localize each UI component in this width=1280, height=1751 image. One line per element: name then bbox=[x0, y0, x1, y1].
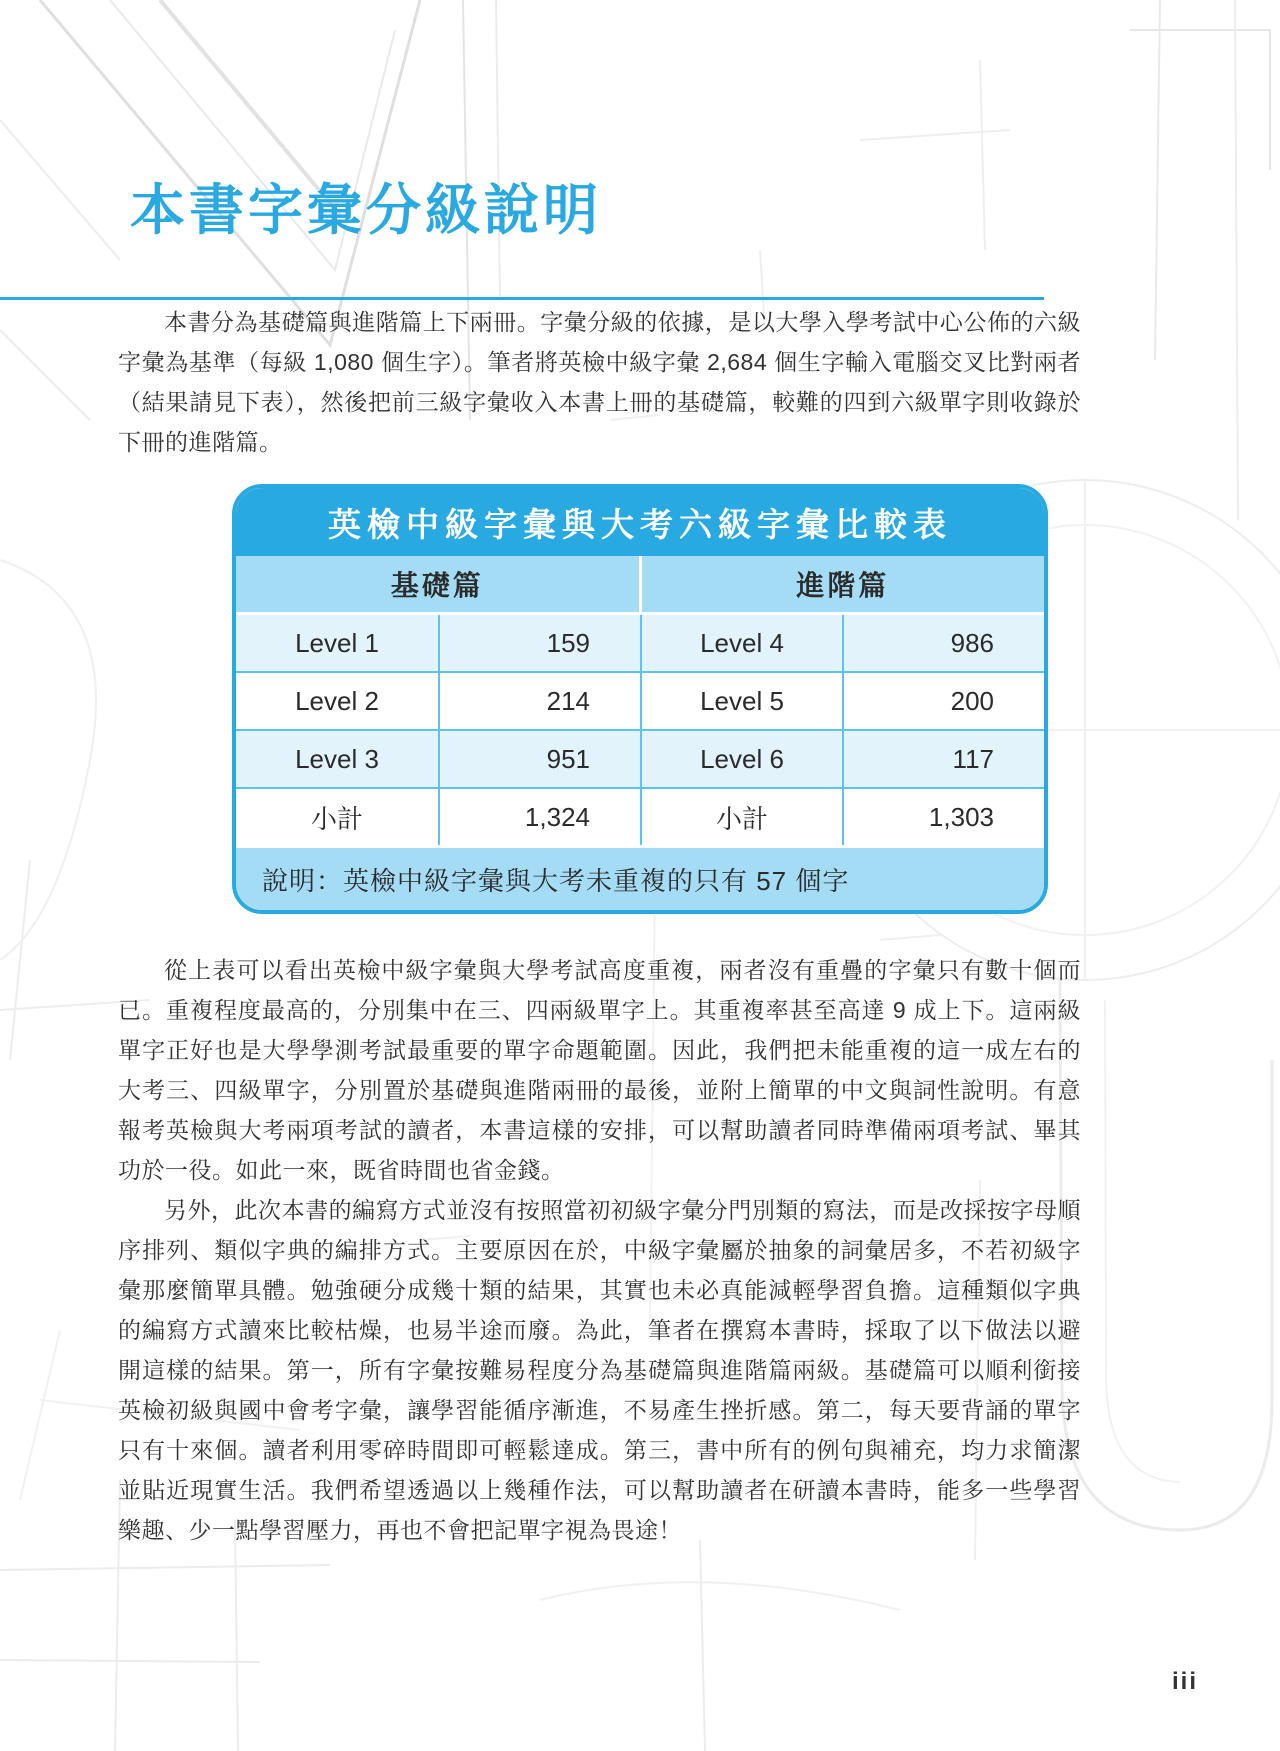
table-note: 說明：英檢中級字彙與大考未重複的只有 57 個字 bbox=[236, 845, 1044, 910]
subtotal-label: 小計 bbox=[640, 789, 842, 845]
subtotal-count: 1,303 bbox=[842, 789, 1044, 845]
level-count: 214 bbox=[438, 673, 640, 729]
title-underline bbox=[0, 297, 1044, 300]
table-column-groups bbox=[236, 556, 1044, 615]
level-label: Level 6 bbox=[640, 731, 842, 787]
subtotal-count: 1,324 bbox=[438, 789, 640, 845]
level-label: Level 3 bbox=[295, 743, 379, 774]
subtotal-label: 小計 bbox=[310, 803, 363, 834]
vocabulary-comparison-table bbox=[232, 484, 1048, 914]
level-label: Level 1 bbox=[295, 627, 379, 658]
level-count: 159 bbox=[438, 615, 640, 671]
paragraph-method: 另外，此次本書的編寫方式並沒有按照當初初級字彙分門別類的寫法，而是改採按字母順序排列、類似字典的編排方式。主要原因在於，中級字彙屬於抽象的詞彙居多，不若初級字彙那麼簡單具體。勉強硬分成幾十類的結果，其實也未必真能減輕學習負擔。這種類似字典的編寫方式讀來比較枯燥，也易半途而廢。為此，筆者在撰寫本書時，採取了以下做法以避開這樣的結果。第一，所有字彙按難易程度分為基礎篇與進階篇兩級。基礎篇可以順利銜接英檢初級與國中會考字彙，讓學習能循序漸進，不易產生挫折感。第二，每天要背誦的單字只有十來個。讀者利用零碎時間即可輕鬆達成。第三，書中所有的例句與補充，均力求簡潔並貼近現實生活。我們希望透過以上幾種作法，可以幫助讀者在研讀本書時，能多一些學習樂趣、少一點學習壓力，再也不會把記單字視為畏途！ bbox=[118, 1197, 1081, 1543]
level-count: 117 bbox=[842, 731, 1044, 787]
level-count: 986 bbox=[842, 615, 1044, 671]
table-row bbox=[236, 671, 1044, 729]
column-group-advanced: 進階篇 bbox=[639, 556, 1045, 612]
level-label: Level 4 bbox=[640, 615, 842, 671]
table-row bbox=[236, 729, 1044, 787]
paragraph-analysis: 從上表可以看出英檢中級字彙與大學考試高度重複，兩者沒有重疊的字彙只有數十個而已。重複程度最高的，分別集中在三、四兩級單字上。其重複率甚至高達 9 成上下。這兩級單字正好也是大學學測考試最重要的單字命題範圍。因此，我們把未能重複的這一成左右的大考三、四級單字，分別置於基礎與進階兩冊的最後，並附上簡單的中文與詞性說明。有意報考英檢與大考兩項考試的讀者，本書這樣的安排，可以幫助讀者同時準備兩項考試、畢其功於一役。如此一來，既省時間也省金錢。 bbox=[118, 957, 1081, 1183]
table-title: 英檢中級字彙與大考六級字彙比較表 bbox=[236, 488, 1044, 556]
level-label: Level 2 bbox=[295, 685, 379, 716]
level-count: 951 bbox=[438, 731, 640, 787]
level-label: Level 5 bbox=[640, 673, 842, 729]
page-number: iii bbox=[1172, 1668, 1199, 1695]
paragraph-intro: 本書分為基礎篇與進階篇上下兩冊。字彙分級的依據，是以大學入學考試中心公佈的六級字彙為基準（每級 1,080 個生字）。筆者將英檢中級字彙 2,684 個生字輸入電腦交叉比對兩者（結果請見下表），然後把前三級字彙收入本書上冊的基礎篇，較難的四到六級單字則收錄於下冊的進階篇。 bbox=[118, 309, 1081, 455]
table-row-subtotal bbox=[236, 787, 1044, 845]
level-count: 200 bbox=[842, 673, 1044, 729]
column-group-basic: 基礎篇 bbox=[236, 556, 639, 612]
page-title: 本書字彙分級說明 bbox=[130, 179, 603, 241]
table-row bbox=[236, 615, 1044, 671]
